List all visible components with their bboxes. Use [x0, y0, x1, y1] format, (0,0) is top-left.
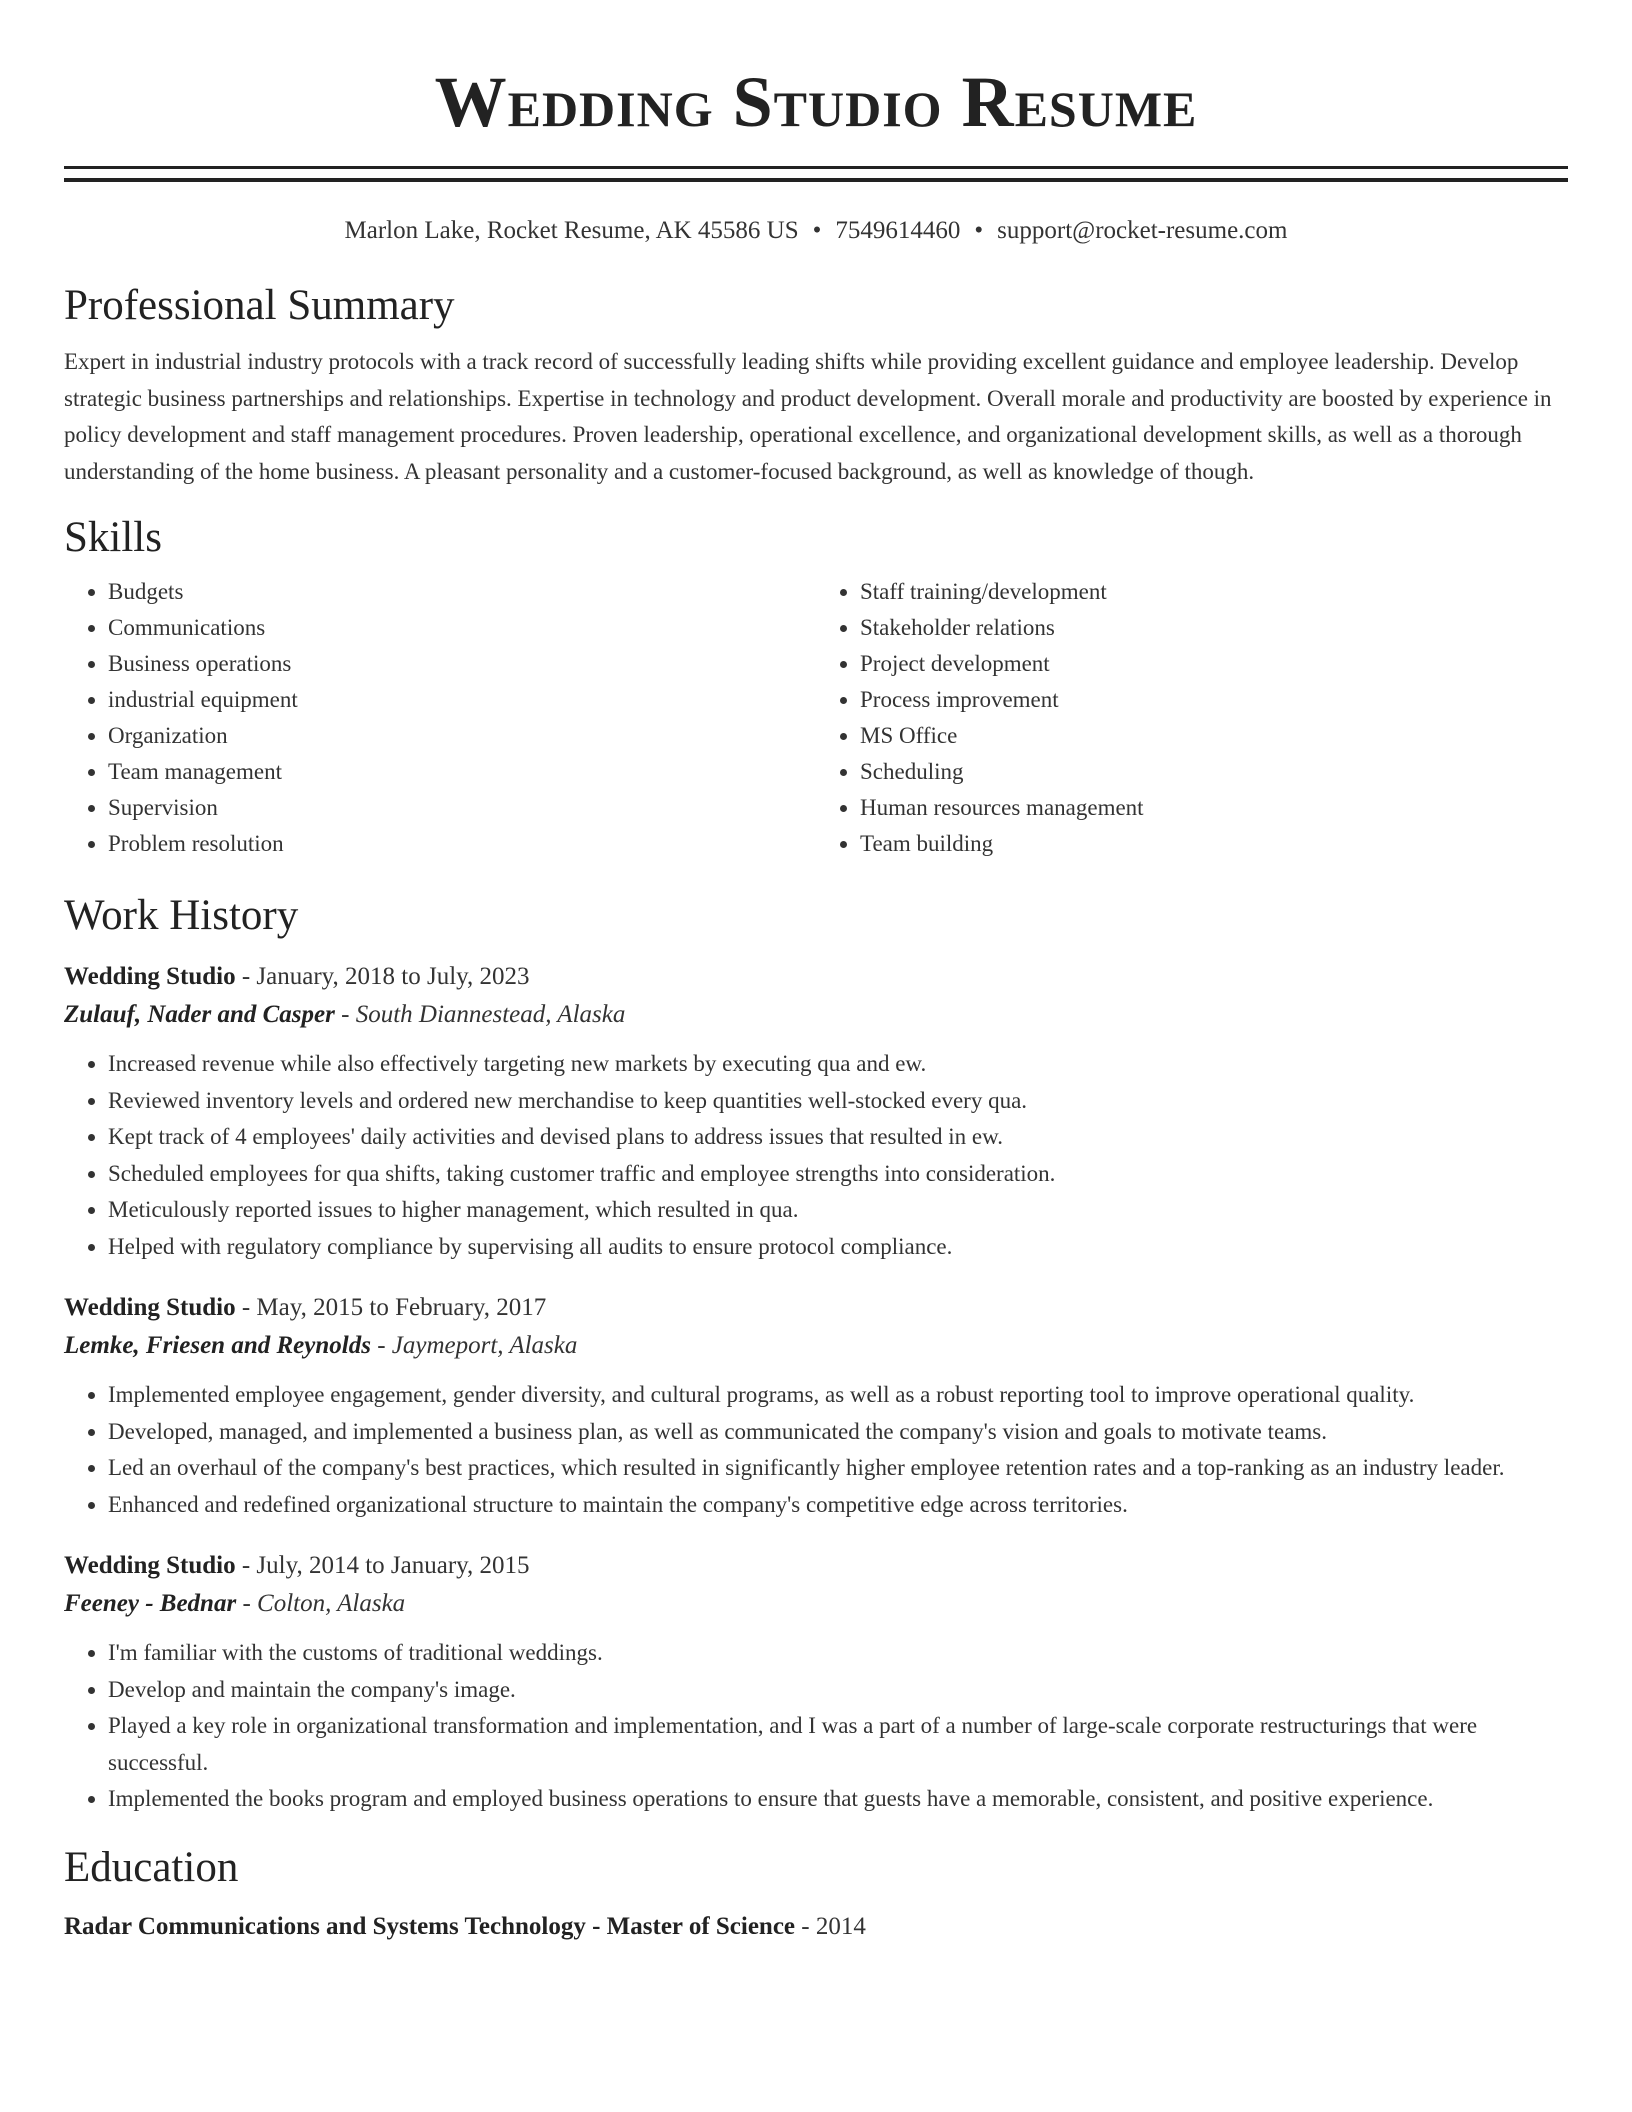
education-degree: Radar Communications and Systems Technology - Master of Science [64, 1912, 796, 1940]
contact-line [64, 214, 1568, 248]
skill-item: • Team building [860, 826, 1568, 862]
job-location: - South Diannestead, Alaska [334, 1001, 626, 1028]
job-bullets [64, 1377, 1568, 1523]
job-dates: - July, 2014 to January, 2015 [235, 1552, 530, 1579]
skill-item: • Problem resolution [108, 826, 816, 862]
job-company-line [64, 1327, 1568, 1365]
job-bullet: • Reviewed inventory levels and ordered new merchandise to keep quantities well-stocked every qua. [108, 1083, 1568, 1120]
work-history-heading: Work History [64, 892, 299, 939]
job-bullet: • Implemented employee engagement, gender diversity, and cultural programs, as well as a robust reporting tool to improve operational quality. [108, 1377, 1568, 1414]
job-title: Wedding Studio [64, 1294, 236, 1321]
job-company: Zulauf, Nader and Casper [64, 1001, 335, 1028]
job-bullet: • Played a key role in organizational transformation and implementation, and I was a part of a number of large-scale corporate restructurings that were successful. [108, 1708, 1568, 1781]
contact-separator: • [812, 217, 822, 244]
job-company-line [64, 1585, 1568, 1623]
job-bullet: • Led an overhaul of the company's best practices, which resulted in significantly higher employee retention rates and a top-ranking as an industry leader. [108, 1450, 1568, 1487]
job-bullet: • Helped with regulatory compliance by supervising all audits to ensure protocol compliance. [108, 1229, 1568, 1266]
job-title: Wedding Studio [64, 1552, 236, 1579]
job-title-line [64, 1547, 1568, 1585]
education-entry [64, 1908, 1568, 1946]
education-heading: Education [64, 1843, 239, 1891]
skill-item: • Scheduling [860, 754, 1568, 790]
job-bullet: • Develop and maintain the company's image. [108, 1672, 1568, 1709]
skill-item: • Team management [108, 754, 816, 790]
job-entry [64, 958, 1568, 1265]
skills-heading: Skills [64, 514, 162, 561]
job-bullet: • I'm familiar with the customs of traditional weddings. [108, 1635, 1568, 1672]
job-company: Lemke, Friesen and Reynolds [64, 1332, 371, 1359]
job-bullet: • Developed, managed, and implemented a business plan, as well as communicated the company's vision and goals to motivate teams. [108, 1414, 1568, 1451]
contact-email: support@rocket-resume.com [997, 217, 1288, 244]
skill-item: • Project development [860, 646, 1568, 682]
skill-item: • Stakeholder relations [860, 610, 1568, 646]
job-entry [64, 1547, 1568, 1818]
skills-list-right [816, 574, 1568, 862]
job-company: Feeney - Bednar [64, 1590, 237, 1617]
job-bullet: • Enhanced and redefined organizational structure to maintain the company's competitive edge across territories. [108, 1487, 1568, 1524]
job-entry [64, 1289, 1568, 1523]
job-bullet: • Increased revenue while also effectively targeting new markets by executing qua and ew. [108, 1046, 1568, 1083]
skill-item: • Human resources management [860, 790, 1568, 826]
resume-title: Wedding Studio Resume [434, 62, 1198, 142]
skill-item: • Business operations [108, 646, 816, 682]
skills-list-left [64, 574, 816, 862]
job-bullet: • Kept track of 4 employees' daily activities and devised plans to address issues that resulted in ew. [108, 1119, 1568, 1156]
education-year: - 2014 [795, 1912, 866, 1940]
job-dates: - May, 2015 to February, 2017 [235, 1294, 547, 1321]
job-bullets [64, 1046, 1568, 1265]
contact-separator: • [974, 217, 984, 244]
job-location: - Colton, Alaska [236, 1590, 406, 1617]
summary-text: Expert in industrial industry protocols with a track record of successfully leading shifts while providing excellent guidance and employee leadership. Develop strategic business partnerships and relationships. Expertise in technology and product development. Overall morale and productivity are boosted by experience in policy development and staff management procedures. Proven leadership, operational excellence, and organizational development skills, as well as a thorough understanding of the home business. A pleasant personality and a customer-focused background, as well as knowledge of though. [64, 349, 1552, 484]
job-bullet: • Meticulously reported issues to higher management, which resulted in qua. [108, 1192, 1568, 1229]
job-company-line [64, 996, 1568, 1034]
skill-item: • MS Office [860, 718, 1568, 754]
job-title: Wedding Studio [64, 963, 236, 990]
skills-columns [64, 574, 1568, 862]
job-title-line [64, 958, 1568, 996]
job-bullet: • Scheduled employees for qua shifts, taking customer traffic and employee strengths into consideration. [108, 1156, 1568, 1193]
summary-heading: Professional Summary [64, 282, 455, 329]
skill-item: • Supervision [108, 790, 816, 826]
job-title-line [64, 1289, 1568, 1327]
contact-phone: 7549614460 [835, 217, 961, 244]
contact-address: Marlon Lake, Rocket Resume, AK 45586 US [344, 217, 799, 244]
skill-item: • Organization [108, 718, 816, 754]
skill-item: • industrial equipment [108, 682, 816, 718]
skill-item: • Budgets [108, 574, 816, 610]
job-bullet: • Implemented the books program and employed business operations to ensure that guests have a memorable, consistent, and positive experience. [108, 1781, 1568, 1818]
skill-item: • Staff training/development [860, 574, 1568, 610]
job-dates: - January, 2018 to July, 2023 [235, 963, 530, 990]
job-location: - Jaymeport, Alaska [370, 1332, 578, 1359]
skill-item: • Communications [108, 610, 816, 646]
title-divider [64, 166, 1568, 182]
skill-item: • Process improvement [860, 682, 1568, 718]
job-bullets [64, 1635, 1568, 1818]
